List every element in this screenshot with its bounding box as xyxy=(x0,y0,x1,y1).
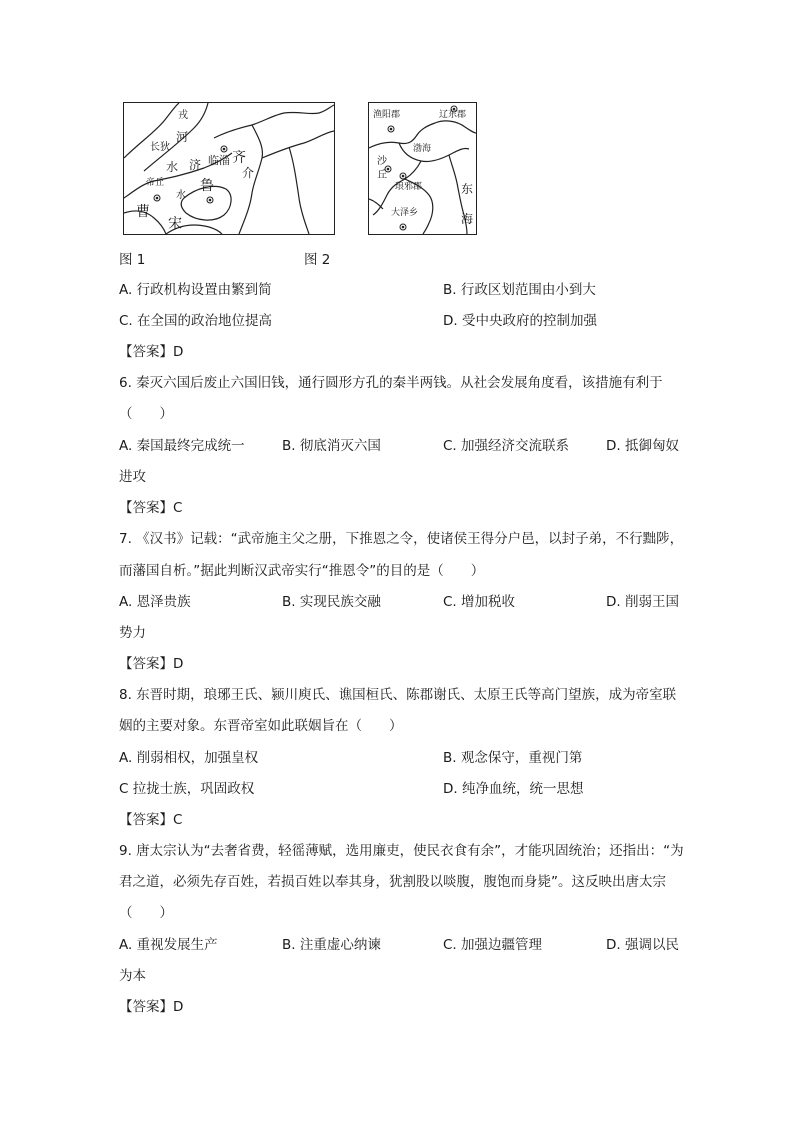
figure-2-caption: 图 2 xyxy=(304,252,331,268)
map-label: 长狄 xyxy=(150,142,170,153)
q9-option-a: A. 重视发展生产 xyxy=(119,937,218,953)
map-label: 东 xyxy=(461,182,474,196)
q7-stem-line-2: 而藩国自析。”据此判断汉武帝实行“推恩令”的目的是（ ） xyxy=(119,563,485,579)
q7-answer: 【答案】D xyxy=(119,656,184,672)
map-label: 琅邪郡 xyxy=(395,182,423,192)
map-label: 水 xyxy=(166,160,179,174)
map-label: 介 xyxy=(242,166,255,180)
q6-option-c: C. 加强经济交流联系 xyxy=(443,438,570,454)
q9-stem-line-2: 君之道，必须先存百姓，若损百姓以奉其身，犹割股以啖腹，腹饱而身毙”。这反映出唐太宗 xyxy=(119,874,666,890)
map-label: 海 xyxy=(461,212,474,226)
map-label: 宋 xyxy=(168,216,182,232)
q6-option-d-continued: 进攻 xyxy=(119,469,146,485)
map-label: 鲁 xyxy=(200,178,214,194)
q5-option-d: D. 受中央政府的控制加强 xyxy=(443,313,597,329)
q7-option-a: A. 恩泽贵族 xyxy=(119,594,191,610)
map-label: 戎 xyxy=(178,110,188,121)
q9-answer: 【答案】D xyxy=(119,999,184,1015)
q5-answer: 【答案】D xyxy=(119,344,184,360)
q8-option-a: A. 削弱相权，加强皇权 xyxy=(119,750,259,766)
figure-2-map xyxy=(368,102,477,235)
q9-stem-line-3: （ ） xyxy=(119,905,173,921)
q8-stem-line-2: 姻的主要对象。东晋帝室如此联姻旨在（ ） xyxy=(119,718,403,734)
q8-answer: 【答案】C xyxy=(119,812,183,828)
map-label: 河 xyxy=(176,130,189,144)
map-label: 大泽乡 xyxy=(391,208,419,218)
q5-option-c: C. 在全国的政治地位提高 xyxy=(119,313,273,329)
q7-stem-line-1: 7. 《汉书》记载：“武帝施主父之册，下推恩之令，使诸侯王得分户邑，以封子弟，不行黜陟， xyxy=(119,531,684,547)
q8-stem-line-1: 8. 东晋时期，琅琊王氏、颍川庾氏、谯国桓氏、陈郡谢氏、太原王氏等高门望族，成为帝室联 xyxy=(119,687,677,703)
figure-1-caption: 图 1 xyxy=(119,252,146,268)
q6-answer: 【答案】C xyxy=(119,500,183,516)
figure-1-map xyxy=(123,102,335,235)
map-label: 水 xyxy=(176,190,186,201)
map-label: 帝丘 xyxy=(146,178,165,188)
map-label: 临淄 xyxy=(208,154,230,167)
q9-option-d: D. 强调以民 xyxy=(606,937,679,953)
q8-option-b: B. 观念保守，重视门第 xyxy=(443,750,583,766)
q6-stem-line-2: （ ） xyxy=(119,406,173,422)
q9-stem-line-1: 9. 唐太宗认为“去奢省费，轻徭薄赋，选用廉吏，使民衣食有余”，才能巩固统治；还指出：“为 xyxy=(119,843,684,859)
q5-option-b: B. 行政区划范围由小到大 xyxy=(443,282,596,298)
q9-option-c: C. 加强边疆管理 xyxy=(443,937,543,953)
map-label: 渤海 xyxy=(413,144,432,154)
q7-option-d: D. 削弱王国 xyxy=(606,594,679,610)
q5-option-a: A. 行政机构设置由繁到简 xyxy=(119,282,272,298)
q6-option-d: D. 抵御匈奴 xyxy=(606,438,679,454)
q7-option-b: B. 实现民族交融 xyxy=(282,594,381,610)
figure-2-map-lines xyxy=(369,103,476,234)
q8-option-d: D. 纯净血统，统一思想 xyxy=(443,781,584,797)
map-label: 曹 xyxy=(136,204,150,220)
map-label: 渔阳郡 xyxy=(373,110,401,120)
q7-option-c: C. 增加税收 xyxy=(443,594,516,610)
map-label: 济 xyxy=(189,158,202,172)
figure-1-map-lines xyxy=(124,103,334,234)
q6-option-a: A. 秦国最终完成统一 xyxy=(119,438,245,454)
q6-stem-line-1: 6. 秦灭六国后废止六国旧钱，通行圆形方孔的秦半两钱。从社会发展角度看，该措施有利于 xyxy=(119,375,663,391)
map-label: 沙 xyxy=(377,156,387,167)
q7-option-d-continued: 势力 xyxy=(119,625,146,641)
map-label: 齐 xyxy=(232,150,246,166)
q8-option-c: C 拉拢士族，巩固政权 xyxy=(119,781,255,797)
q9-option-b: B. 注重虚心纳谏 xyxy=(282,937,381,953)
q9-option-d-continued: 为本 xyxy=(119,968,146,984)
map-label: 丘 xyxy=(377,170,387,181)
map-label: 辽东郡 xyxy=(439,110,467,120)
q6-option-b: B. 彻底消灭六国 xyxy=(282,438,381,454)
